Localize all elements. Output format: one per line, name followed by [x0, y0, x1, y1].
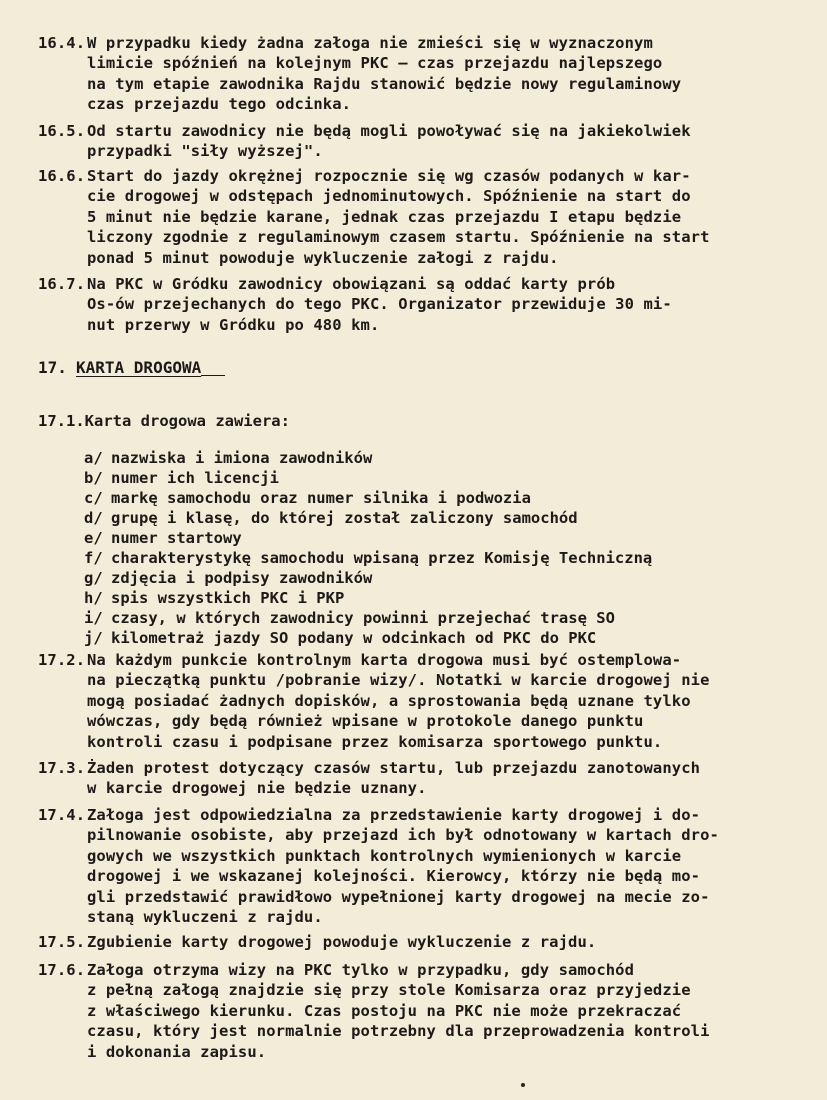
text-line: nut przerwy w Gródku po 480 km. [87, 315, 380, 334]
section-number: 17. [38, 358, 67, 377]
list-item-text: markę samochodu oraz numer silnika i podwozia [111, 489, 531, 507]
list-item-letter: f/ [84, 549, 103, 567]
paragraph-17-4 [38, 805, 808, 927]
paragraph-16-4 [38, 33, 808, 115]
list-item-text: nazwiska i imiona zawodników [111, 449, 373, 467]
list-item [84, 448, 804, 468]
text-line: Zgubienie karty drogowej powoduje wykluczenie z rajdu. [87, 933, 597, 951]
text-line: na tym etapie zawodnika Rajdu stanowić będzie nowy regulaminowy [87, 74, 682, 93]
text-line: Na każdym punkcie kontrolnym karta drogowa musi być ostemplowa- [87, 651, 682, 669]
paragraph-number: 17.6. [38, 961, 86, 979]
list-item-letter: i/ [84, 609, 103, 627]
text-line: z właściwego kierunku. Czas postoju na PKC nie może przekraczać [87, 1001, 682, 1020]
paragraph-number: 17.1. [38, 412, 85, 430]
paragraph-17-1 [38, 412, 290, 430]
text-line: ponad 5 minut powoduje wykluczenie załogi z rajdu. [87, 248, 559, 267]
list-item [84, 468, 804, 488]
text-line: limicie spóźnień na kolejnym PKC – czas przejazdu najlepszego [87, 54, 663, 73]
paragraph-number: 16.4. [38, 34, 86, 52]
text-line: cie drogowej w odstępach jednominutowych. Spóźnienie na start do [87, 187, 691, 206]
text-line: W przypadku kiedy żadna załoga nie zmieści się w wyznaczonym [87, 34, 653, 52]
list-item-text: charakterystykę samochodu wpisaną przez Komisję Techniczną [111, 549, 653, 567]
list-item-text: kilometraż jazdy SO podany w odcinkach od PKC do PKC [111, 629, 597, 647]
paragraph-17-5 [38, 932, 808, 952]
paragraph-16-7 [38, 274, 808, 335]
text-line: drogowej i we wskazanej kolejności. Kierowcy, którzy nie będą mo- [87, 867, 701, 886]
list-item [84, 508, 804, 528]
text-line: pilnowanie osobiste, aby przejazd ich był odnotowany w kartach dro- [87, 826, 719, 845]
paragraph-number: 17.2. [38, 651, 86, 669]
paragraph-number: 17.3. [38, 759, 86, 777]
list-item [84, 628, 804, 648]
paragraph-17-3 [38, 758, 808, 799]
text-line: Os-ów przejechanych do tego PKC. Organizator przewiduje 30 mi- [87, 295, 672, 314]
list-item [84, 528, 804, 548]
list-item-text: grupę i klasę, do której został zaliczony samochód [111, 509, 578, 527]
list-item [84, 608, 804, 628]
paragraph-number: 16.5. [38, 122, 86, 140]
section-title: KARTA DROGOWA [76, 358, 202, 377]
list-item-text: spis wszystkich PKC i PKP [111, 589, 345, 607]
text-line: Żaden protest dotyczący czasów startu, lub przejazdu zanotowanych [87, 759, 701, 777]
road-card-contents-list [84, 448, 804, 648]
text-line: z pełną załogą znajdzie się przy stole Komisarza oraz przyjedzie [87, 981, 691, 1000]
text-line: i dokonania zapisu. [87, 1042, 267, 1061]
text-line: Na PKC w Gródku zawodnicy obowiązani są oddać karty prób [87, 275, 616, 293]
list-item-letter: d/ [84, 509, 103, 527]
text-line: gli przedstawić prawidłowo wypełnionej karty drogowej na mecie zo- [87, 887, 710, 906]
text-line: w karcie drogowej nie będzie uznany. [87, 779, 427, 798]
underline-rule [201, 375, 225, 376]
list-item-letter: j/ [84, 629, 103, 647]
text-line: staną wykluczeni z rajdu. [87, 908, 323, 927]
paragraph-16-6 [38, 166, 808, 268]
list-item-text: zdjęcia i podpisy zawodników [111, 569, 373, 587]
text-line: liczony zgodnie z regulaminowym czasem startu. Spóźnienie na start [87, 228, 710, 247]
section-heading-17 [38, 358, 225, 377]
list-item-text: numer ich licencji [111, 469, 279, 487]
paragraph-16-5 [38, 121, 808, 162]
paragraph-number: 16.7. [38, 275, 86, 293]
text-line: gowych we wszystkich punktach kontrolnych wymienionych w karcie [87, 846, 682, 865]
text-line: na pieczątką punktu /pobranie wizy/. Notatki w karcie drogowej nie [87, 671, 710, 690]
list-item-text: numer startowy [111, 529, 242, 547]
text-line: kontroli czasu i podpisane przez komisarza sportowego punktu. [87, 732, 663, 751]
paragraph-text: Karta drogowa zawiera: [84, 412, 290, 430]
text-line: Załoga jest odpowiedzialna za przedstawienie karty drogowej i do- [87, 806, 701, 824]
list-item [84, 488, 804, 508]
list-item [84, 588, 804, 608]
text-line: 5 minut nie będzie karane, jednak czas przejazdu I etapu będzie [87, 207, 682, 226]
paragraph-17-2 [38, 650, 808, 752]
list-item-letter: c/ [84, 489, 103, 507]
list-item [84, 548, 804, 568]
list-item-letter: a/ [84, 449, 103, 467]
list-item-text: czasy, w których zawodnicy powinni przejechać trasę SO [111, 609, 615, 627]
text-line: Załoga otrzyma wizy na PKC tylko w przypadku, gdy samochód [87, 961, 635, 979]
paragraph-number: 17.5. [38, 933, 86, 951]
text-line: mogą posiadać żadnych dopisków, a sprostowania będą uznane tylko [87, 691, 691, 710]
text-line: czasu, który jest normalnie potrzebny dla przeprowadzenia kontroli [87, 1022, 710, 1041]
list-item-letter: e/ [84, 529, 103, 547]
text-line: Od startu zawodnicy nie będą mogli powoływać się na jakiekolwiek [87, 122, 691, 140]
paragraph-17-6 [38, 960, 808, 1062]
list-item-letter: h/ [84, 589, 103, 607]
list-item [84, 568, 804, 588]
paragraph-number: 16.6. [38, 167, 86, 185]
text-line: przypadki "siły wyższej". [87, 142, 323, 161]
text-line: czas przejazdu tego odcinka. [87, 95, 352, 114]
ink-speck [521, 1083, 525, 1087]
text-line: Start do jazdy okrężnej rozpocznie się wg czasów podanych w kar- [87, 167, 691, 185]
text-line: wówczas, gdy będą również wpisane w protokole danego punktu [87, 712, 644, 731]
list-item-letter: g/ [84, 569, 103, 587]
list-item-letter: b/ [84, 469, 103, 487]
paragraph-number: 17.4. [38, 806, 86, 824]
